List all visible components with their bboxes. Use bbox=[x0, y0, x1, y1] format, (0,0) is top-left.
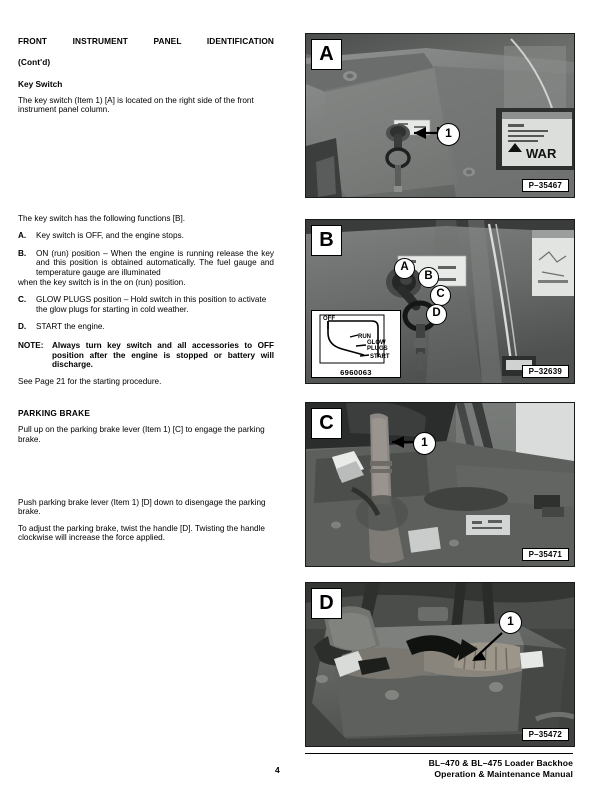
page-title-line-1: FRONT INSTRUMENT PANEL IDENTIFICATION bbox=[18, 36, 274, 46]
text-column bbox=[18, 36, 274, 543]
callout-b-d: D bbox=[426, 304, 447, 325]
callout-d-1: 1 bbox=[499, 611, 522, 634]
photo-id-c: P–35471 bbox=[522, 548, 569, 562]
footer-manual-title bbox=[305, 758, 573, 779]
parking-brake-disengage-paragraph: Push parking brake lever (Item 1) [D] down to disengage the parking brake. bbox=[18, 497, 266, 517]
function-item-b-text: ON (run) position – When the engine is running release the key and this position is obtained automatically. The fuel gauge and temperature gauge are illuminated bbox=[36, 248, 274, 278]
callout-leader-c bbox=[306, 403, 574, 566]
spacer-after-intro bbox=[18, 115, 274, 207]
page-title bbox=[18, 36, 274, 68]
spacer-before-disengage bbox=[18, 445, 274, 491]
panel-letter-c: C bbox=[311, 408, 342, 439]
function-item-d-text: START the engine. bbox=[36, 322, 105, 332]
key-position-inset-diagram bbox=[311, 310, 401, 378]
function-item-b-text-overflow: when the key switch is in the on (run) position. bbox=[18, 277, 186, 287]
figure-panel-d bbox=[305, 582, 575, 747]
callout-b-c: C bbox=[430, 285, 451, 306]
function-item-c-mark: C. bbox=[18, 295, 27, 305]
inset-label-off: OFF bbox=[323, 316, 335, 322]
inset-part-number: 6960063 bbox=[340, 367, 372, 377]
svg-text:WAR: WAR bbox=[526, 146, 557, 161]
function-item-c-text: GLOW PLUGS position – Hold switch in this position to activate the glow plugs for starting in cold weather. bbox=[36, 295, 267, 314]
note-text: Always turn key switch and all accessories to OFF position after the engine is stopped or battery will discharge. bbox=[52, 341, 274, 370]
page-number: 4 bbox=[275, 765, 280, 775]
parking-brake-heading: PARKING BRAKE bbox=[18, 408, 91, 419]
function-item-c bbox=[18, 295, 274, 314]
photo-id-a: P–35467 bbox=[522, 179, 569, 193]
inset-label-glow-2: PLUGS bbox=[367, 346, 388, 352]
panel-letter-b: B bbox=[311, 225, 342, 256]
footer-divider bbox=[305, 753, 573, 754]
note-block bbox=[18, 341, 274, 370]
figure-panel-a bbox=[305, 33, 575, 198]
callout-b-b: B bbox=[418, 267, 439, 288]
callout-leader-a bbox=[306, 34, 574, 197]
callout-b-a: A bbox=[394, 258, 415, 279]
functions-intro-paragraph: The key switch has the following functions [B]. bbox=[18, 213, 186, 223]
function-item-d bbox=[18, 322, 274, 332]
callout-a-1: 1 bbox=[437, 123, 460, 146]
spacer-before-parking-brake bbox=[18, 386, 274, 408]
inset-label-run: RUN bbox=[358, 334, 371, 340]
page-title-line-2: (Cont'd) bbox=[18, 57, 51, 67]
function-item-a-text: Key switch is OFF, and the engine stops. bbox=[36, 231, 184, 241]
function-item-a-mark: A. bbox=[18, 231, 27, 241]
callout-c-1: 1 bbox=[413, 432, 436, 455]
inset-label-start: START bbox=[370, 354, 390, 360]
function-item-b-mark: B. bbox=[18, 248, 27, 258]
photo-id-d: P–35472 bbox=[522, 728, 569, 742]
starting-procedure-paragraph: See Page 21 for the starting procedure. bbox=[18, 376, 162, 386]
note-mark: NOTE: bbox=[18, 341, 44, 351]
footer-line-1: BL–470 & BL–475 Loader Backhoe bbox=[428, 758, 573, 768]
footer-line-2: Operation & Maintenance Manual bbox=[434, 768, 573, 779]
parking-brake-adjust-paragraph: To adjust the parking brake, twist the handle [D]. Twisting the handle clockwise will increase the force applied. bbox=[18, 523, 265, 543]
photo-id-b: P–32639 bbox=[522, 365, 569, 379]
function-item-a bbox=[18, 231, 274, 241]
inset-label-glow-1: GLOW bbox=[367, 340, 386, 346]
function-item-b bbox=[18, 249, 274, 287]
function-item-d-mark: D. bbox=[18, 322, 27, 332]
key-switch-heading: Key Switch bbox=[18, 78, 63, 89]
figure-panel-c bbox=[305, 402, 575, 567]
figure-panel-b bbox=[305, 219, 575, 384]
key-switch-intro-paragraph: The key switch (Item 1) [A] is located on the right side of the front instrument panel column. bbox=[18, 95, 254, 115]
callout-leader-d bbox=[306, 583, 574, 746]
parking-brake-engage-paragraph: Pull up on the parking brake lever (Item 1) [C] to engage the parking brake. bbox=[18, 425, 265, 444]
panel-letter-a: A bbox=[311, 39, 342, 70]
panel-letter-d: D bbox=[311, 588, 342, 619]
